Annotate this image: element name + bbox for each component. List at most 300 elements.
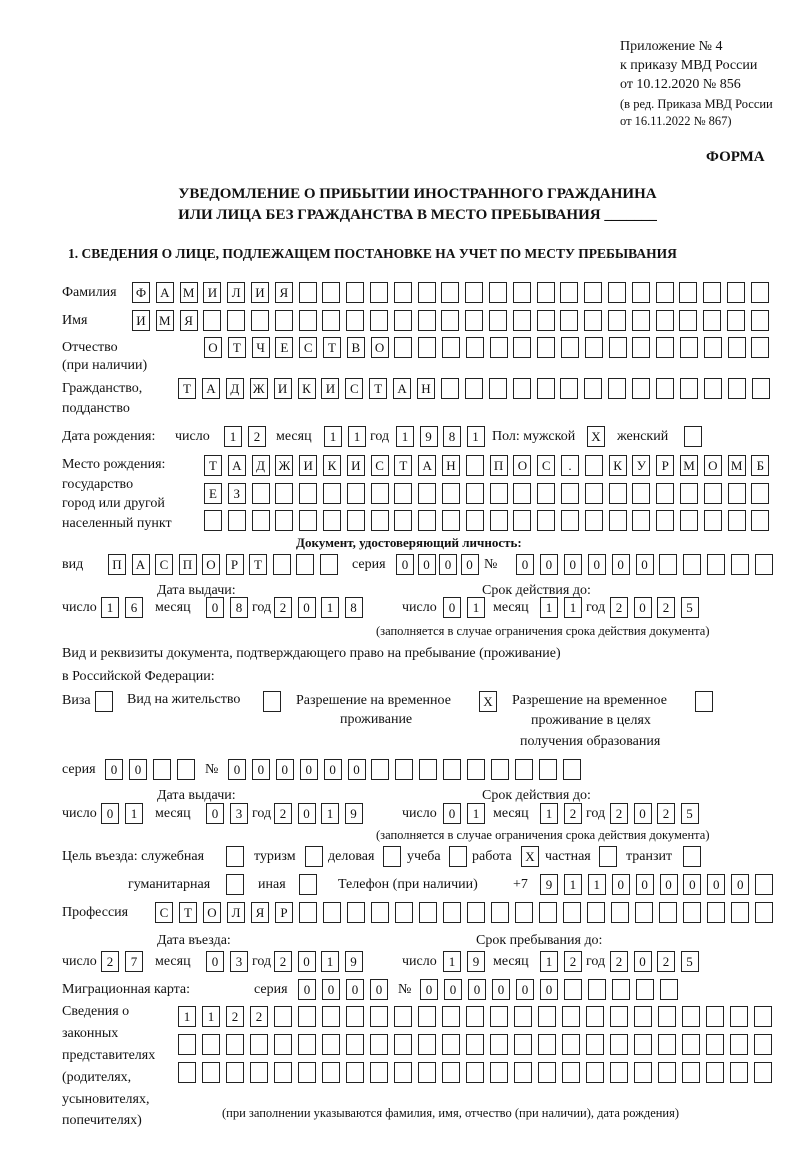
char-box[interactable] — [449, 846, 467, 867]
char-box[interactable] — [418, 483, 436, 504]
char-box[interactable] — [466, 1006, 484, 1027]
char-box[interactable] — [562, 1062, 580, 1083]
char-box[interactable] — [588, 979, 606, 1000]
char-box[interactable] — [227, 310, 245, 331]
char-box[interactable] — [563, 902, 581, 923]
char-box[interactable] — [609, 483, 627, 504]
char-box[interactable]: 0 — [252, 759, 270, 780]
char-box[interactable] — [561, 483, 579, 504]
char-box[interactable]: X — [479, 691, 497, 712]
char-box[interactable] — [370, 1034, 388, 1055]
char-box[interactable] — [298, 1062, 316, 1083]
char-box[interactable] — [695, 691, 713, 712]
char-box[interactable] — [584, 310, 602, 331]
char-box[interactable] — [491, 759, 509, 780]
char-box[interactable]: О — [704, 455, 722, 476]
char-box[interactable]: 0 — [634, 803, 652, 824]
char-box[interactable] — [656, 337, 674, 358]
char-box[interactable] — [538, 1034, 556, 1055]
char-box[interactable] — [634, 1062, 652, 1083]
char-box[interactable] — [707, 902, 725, 923]
char-box[interactable]: 0 — [540, 979, 558, 1000]
char-box[interactable] — [564, 979, 582, 1000]
char-box[interactable] — [441, 310, 459, 331]
char-box[interactable] — [490, 1034, 508, 1055]
char-box[interactable]: 0 — [636, 874, 654, 895]
char-box[interactable] — [538, 1006, 556, 1027]
char-box[interactable] — [274, 1034, 292, 1055]
char-box[interactable] — [610, 1006, 628, 1027]
char-box[interactable] — [514, 1006, 532, 1027]
char-box[interactable] — [442, 337, 460, 358]
char-box[interactable]: 0 — [492, 979, 510, 1000]
char-box[interactable]: И — [274, 378, 292, 399]
char-box[interactable]: 2 — [101, 951, 119, 972]
char-box[interactable]: 3 — [230, 951, 248, 972]
char-box[interactable] — [394, 337, 412, 358]
char-box[interactable] — [731, 554, 749, 575]
char-box[interactable] — [703, 310, 721, 331]
char-box[interactable] — [177, 759, 195, 780]
char-box[interactable]: П — [490, 455, 508, 476]
char-box[interactable] — [274, 1006, 292, 1027]
char-box[interactable] — [608, 378, 626, 399]
char-box[interactable] — [320, 554, 338, 575]
char-box[interactable]: 1 — [324, 426, 342, 447]
char-box[interactable] — [226, 874, 244, 895]
char-box[interactable] — [754, 1006, 772, 1027]
char-box[interactable]: Т — [394, 455, 412, 476]
char-box[interactable] — [612, 979, 630, 1000]
char-box[interactable] — [636, 979, 654, 1000]
char-box[interactable] — [370, 310, 388, 331]
char-box[interactable]: 9 — [540, 874, 558, 895]
char-box[interactable] — [250, 1034, 268, 1055]
char-box[interactable] — [346, 310, 364, 331]
char-box[interactable]: С — [537, 455, 555, 476]
char-box[interactable] — [347, 510, 365, 531]
char-box[interactable] — [298, 1006, 316, 1027]
char-box[interactable] — [727, 310, 745, 331]
char-box[interactable] — [299, 310, 317, 331]
char-box[interactable]: 0 — [346, 979, 364, 1000]
char-box[interactable] — [727, 282, 745, 303]
char-box[interactable] — [466, 1062, 484, 1083]
char-box[interactable]: 1 — [443, 951, 461, 972]
char-box[interactable] — [560, 282, 578, 303]
char-box[interactable] — [418, 1006, 436, 1027]
char-box[interactable] — [395, 759, 413, 780]
char-box[interactable] — [274, 1062, 292, 1083]
char-box[interactable]: 0 — [636, 554, 654, 575]
char-box[interactable]: 0 — [322, 979, 340, 1000]
char-box[interactable]: Л — [227, 282, 245, 303]
char-box[interactable]: 2 — [274, 597, 292, 618]
char-box[interactable] — [728, 510, 746, 531]
char-box[interactable] — [442, 1062, 460, 1083]
char-box[interactable]: 1 — [540, 803, 558, 824]
char-box[interactable] — [465, 378, 483, 399]
char-box[interactable] — [490, 1006, 508, 1027]
char-box[interactable] — [513, 483, 531, 504]
char-box[interactable] — [585, 455, 603, 476]
char-box[interactable] — [656, 282, 674, 303]
char-box[interactable]: 1 — [396, 426, 414, 447]
char-box[interactable] — [322, 1062, 340, 1083]
char-box[interactable] — [751, 310, 769, 331]
char-box[interactable] — [632, 378, 650, 399]
char-box[interactable]: 0 — [443, 597, 461, 618]
char-box[interactable]: 0 — [516, 979, 534, 1000]
char-box[interactable]: 5 — [681, 597, 699, 618]
char-box[interactable] — [490, 337, 508, 358]
char-box[interactable] — [683, 554, 701, 575]
char-box[interactable]: Я — [180, 310, 198, 331]
char-box[interactable] — [731, 902, 749, 923]
char-box[interactable] — [584, 378, 602, 399]
char-box[interactable] — [371, 902, 389, 923]
char-box[interactable]: В — [347, 337, 365, 358]
char-box[interactable] — [539, 759, 557, 780]
char-box[interactable] — [611, 902, 629, 923]
char-box[interactable] — [228, 510, 246, 531]
char-box[interactable] — [679, 310, 697, 331]
char-box[interactable] — [704, 510, 722, 531]
char-box[interactable]: 0 — [660, 874, 678, 895]
char-box[interactable] — [680, 378, 698, 399]
char-box[interactable] — [610, 1062, 628, 1083]
char-box[interactable]: 0 — [370, 979, 388, 1000]
char-box[interactable] — [586, 1034, 604, 1055]
char-box[interactable] — [346, 1006, 364, 1027]
char-box[interactable] — [443, 902, 461, 923]
char-box[interactable]: 0 — [439, 554, 457, 575]
char-box[interactable]: 1 — [540, 597, 558, 618]
char-box[interactable]: Р — [656, 455, 674, 476]
char-box[interactable]: 1 — [125, 803, 143, 824]
char-box[interactable] — [273, 554, 291, 575]
char-box[interactable]: М — [728, 455, 746, 476]
char-box[interactable] — [634, 1006, 652, 1027]
char-box[interactable] — [371, 483, 389, 504]
char-box[interactable]: Т — [228, 337, 246, 358]
char-box[interactable]: 0 — [564, 554, 582, 575]
char-box[interactable] — [299, 282, 317, 303]
char-box[interactable] — [755, 874, 773, 895]
char-box[interactable]: 2 — [564, 803, 582, 824]
char-box[interactable]: 9 — [420, 426, 438, 447]
char-box[interactable] — [728, 337, 746, 358]
char-box[interactable] — [443, 759, 461, 780]
char-box[interactable] — [751, 510, 769, 531]
char-box[interactable]: 0 — [612, 554, 630, 575]
char-box[interactable] — [730, 1062, 748, 1083]
char-box[interactable] — [418, 337, 436, 358]
char-box[interactable]: 8 — [230, 597, 248, 618]
char-box[interactable] — [419, 759, 437, 780]
char-box[interactable] — [466, 510, 484, 531]
char-box[interactable] — [658, 1034, 676, 1055]
char-box[interactable]: Т — [369, 378, 387, 399]
char-box[interactable]: 0 — [612, 874, 630, 895]
char-box[interactable] — [489, 310, 507, 331]
char-box[interactable] — [755, 902, 773, 923]
char-box[interactable]: 2 — [250, 1006, 268, 1027]
char-box[interactable]: 8 — [345, 597, 363, 618]
char-box[interactable]: 0 — [105, 759, 123, 780]
char-box[interactable] — [441, 378, 459, 399]
char-box[interactable]: Т — [179, 902, 197, 923]
char-box[interactable] — [680, 483, 698, 504]
char-box[interactable] — [250, 1062, 268, 1083]
char-box[interactable]: О — [204, 337, 222, 358]
char-box[interactable]: И — [347, 455, 365, 476]
char-box[interactable]: 2 — [610, 951, 628, 972]
char-box[interactable]: М — [180, 282, 198, 303]
char-box[interactable]: И — [299, 455, 317, 476]
char-box[interactable]: 1 — [202, 1006, 220, 1027]
char-box[interactable] — [656, 510, 674, 531]
char-box[interactable] — [489, 378, 507, 399]
char-box[interactable] — [95, 691, 113, 712]
char-box[interactable] — [585, 510, 603, 531]
char-box[interactable] — [683, 846, 701, 867]
char-box[interactable] — [515, 759, 533, 780]
char-box[interactable]: 0 — [298, 979, 316, 1000]
char-box[interactable] — [466, 337, 484, 358]
char-box[interactable]: 0 — [298, 597, 316, 618]
char-box[interactable]: А — [228, 455, 246, 476]
char-box[interactable]: 9 — [345, 951, 363, 972]
char-box[interactable] — [263, 691, 281, 712]
char-box[interactable] — [562, 1034, 580, 1055]
char-box[interactable] — [587, 902, 605, 923]
char-box[interactable]: Д — [252, 455, 270, 476]
char-box[interactable] — [659, 902, 677, 923]
char-box[interactable] — [442, 1006, 460, 1027]
char-box[interactable]: 0 — [516, 554, 534, 575]
char-box[interactable] — [296, 554, 314, 575]
char-box[interactable]: X — [587, 426, 605, 447]
char-box[interactable]: 0 — [731, 874, 749, 895]
char-box[interactable]: 9 — [467, 951, 485, 972]
char-box[interactable] — [226, 1062, 244, 1083]
char-box[interactable] — [585, 483, 603, 504]
char-box[interactable]: 3 — [230, 803, 248, 824]
char-box[interactable] — [632, 510, 650, 531]
char-box[interactable]: М — [680, 455, 698, 476]
char-box[interactable] — [537, 337, 555, 358]
char-box[interactable] — [465, 310, 483, 331]
char-box[interactable] — [418, 1034, 436, 1055]
char-box[interactable]: 0 — [206, 803, 224, 824]
char-box[interactable] — [203, 310, 221, 331]
char-box[interactable]: 1 — [564, 597, 582, 618]
char-box[interactable]: 2 — [274, 803, 292, 824]
char-box[interactable]: 2 — [226, 1006, 244, 1027]
char-box[interactable]: 2 — [274, 951, 292, 972]
char-box[interactable] — [537, 282, 555, 303]
char-box[interactable] — [728, 378, 746, 399]
char-box[interactable]: И — [251, 282, 269, 303]
char-box[interactable]: П — [108, 554, 126, 575]
char-box[interactable]: 0 — [276, 759, 294, 780]
char-box[interactable] — [537, 378, 555, 399]
char-box[interactable]: Т — [323, 337, 341, 358]
char-box[interactable] — [730, 1034, 748, 1055]
char-box[interactable]: . — [561, 455, 579, 476]
char-box[interactable]: 1 — [540, 951, 558, 972]
char-box[interactable] — [586, 1062, 604, 1083]
char-box[interactable] — [754, 1034, 772, 1055]
char-box[interactable]: Т — [204, 455, 222, 476]
char-box[interactable] — [514, 1034, 532, 1055]
char-box[interactable] — [299, 902, 317, 923]
char-box[interactable] — [515, 902, 533, 923]
char-box[interactable] — [442, 1034, 460, 1055]
char-box[interactable]: А — [393, 378, 411, 399]
char-box[interactable] — [467, 759, 485, 780]
char-box[interactable] — [299, 510, 317, 531]
char-box[interactable] — [563, 759, 581, 780]
char-box[interactable]: 7 — [125, 951, 143, 972]
char-box[interactable]: 0 — [420, 979, 438, 1000]
char-box[interactable]: 1 — [467, 597, 485, 618]
char-box[interactable]: 0 — [129, 759, 147, 780]
char-box[interactable]: 1 — [588, 874, 606, 895]
char-box[interactable] — [441, 282, 459, 303]
char-box[interactable]: 0 — [683, 874, 701, 895]
char-box[interactable] — [370, 1006, 388, 1027]
char-box[interactable] — [632, 483, 650, 504]
char-box[interactable]: Р — [275, 902, 293, 923]
char-box[interactable] — [275, 510, 293, 531]
char-box[interactable] — [202, 1062, 220, 1083]
char-box[interactable] — [755, 554, 773, 575]
char-box[interactable]: 0 — [634, 951, 652, 972]
char-box[interactable] — [680, 510, 698, 531]
char-box[interactable] — [752, 378, 770, 399]
char-box[interactable] — [346, 1034, 364, 1055]
char-box[interactable] — [394, 483, 412, 504]
char-box[interactable] — [466, 1034, 484, 1055]
char-box[interactable] — [323, 483, 341, 504]
char-box[interactable] — [683, 902, 701, 923]
char-box[interactable]: И — [203, 282, 221, 303]
char-box[interactable]: И — [321, 378, 339, 399]
char-box[interactable]: 1 — [321, 597, 339, 618]
char-box[interactable] — [684, 426, 702, 447]
char-box[interactable]: С — [155, 554, 173, 575]
char-box[interactable]: Я — [275, 282, 293, 303]
char-box[interactable] — [153, 759, 171, 780]
char-box[interactable]: О — [202, 554, 220, 575]
char-box[interactable] — [704, 483, 722, 504]
char-box[interactable] — [706, 1006, 724, 1027]
char-box[interactable]: С — [345, 378, 363, 399]
char-box[interactable] — [706, 1062, 724, 1083]
char-box[interactable]: 0 — [298, 951, 316, 972]
char-box[interactable]: С — [371, 455, 389, 476]
char-box[interactable] — [679, 282, 697, 303]
char-box[interactable] — [323, 510, 341, 531]
char-box[interactable] — [561, 510, 579, 531]
char-box[interactable] — [275, 483, 293, 504]
char-box[interactable]: 9 — [345, 803, 363, 824]
char-box[interactable] — [608, 310, 626, 331]
char-box[interactable]: А — [202, 378, 220, 399]
char-box[interactable]: 6 — [125, 597, 143, 618]
char-box[interactable] — [656, 483, 674, 504]
char-box[interactable] — [706, 1034, 724, 1055]
char-box[interactable] — [682, 1006, 700, 1027]
char-box[interactable]: 2 — [248, 426, 266, 447]
char-box[interactable]: З — [228, 483, 246, 504]
char-box[interactable]: 1 — [348, 426, 366, 447]
char-box[interactable]: Ф — [132, 282, 150, 303]
char-box[interactable]: 0 — [540, 554, 558, 575]
char-box[interactable] — [728, 483, 746, 504]
char-box[interactable]: 0 — [348, 759, 366, 780]
char-box[interactable]: 0 — [298, 803, 316, 824]
char-box[interactable] — [610, 1034, 628, 1055]
char-box[interactable] — [658, 1062, 676, 1083]
char-box[interactable]: 2 — [657, 803, 675, 824]
char-box[interactable] — [418, 282, 436, 303]
char-box[interactable] — [275, 310, 293, 331]
char-box[interactable]: X — [521, 846, 539, 867]
char-box[interactable] — [226, 846, 244, 867]
char-box[interactable] — [394, 282, 412, 303]
char-box[interactable] — [632, 282, 650, 303]
char-box[interactable]: 1 — [467, 426, 485, 447]
char-box[interactable] — [394, 1034, 412, 1055]
char-box[interactable] — [418, 310, 436, 331]
char-box[interactable] — [538, 1062, 556, 1083]
char-box[interactable] — [383, 846, 401, 867]
char-box[interactable]: Н — [442, 455, 460, 476]
char-box[interactable]: К — [298, 378, 316, 399]
char-box[interactable] — [751, 282, 769, 303]
char-box[interactable] — [586, 1006, 604, 1027]
char-box[interactable]: 0 — [461, 554, 479, 575]
char-box[interactable] — [251, 310, 269, 331]
char-box[interactable]: 1 — [467, 803, 485, 824]
char-box[interactable] — [204, 510, 222, 531]
char-box[interactable] — [635, 902, 653, 923]
char-box[interactable]: Т — [249, 554, 267, 575]
char-box[interactable] — [322, 1006, 340, 1027]
char-box[interactable]: 0 — [101, 803, 119, 824]
char-box[interactable] — [704, 378, 722, 399]
char-box[interactable] — [371, 759, 389, 780]
char-box[interactable]: С — [155, 902, 173, 923]
char-box[interactable]: 1 — [564, 874, 582, 895]
char-box[interactable]: 0 — [444, 979, 462, 1000]
char-box[interactable]: К — [323, 455, 341, 476]
char-box[interactable]: П — [179, 554, 197, 575]
char-box[interactable]: 2 — [564, 951, 582, 972]
char-box[interactable] — [370, 1062, 388, 1083]
char-box[interactable] — [442, 483, 460, 504]
char-box[interactable]: Ч — [252, 337, 270, 358]
char-box[interactable]: Ж — [275, 455, 293, 476]
char-box[interactable] — [513, 510, 531, 531]
char-box[interactable]: 0 — [228, 759, 246, 780]
char-box[interactable]: Н — [417, 378, 435, 399]
char-box[interactable] — [609, 510, 627, 531]
char-box[interactable] — [659, 554, 677, 575]
